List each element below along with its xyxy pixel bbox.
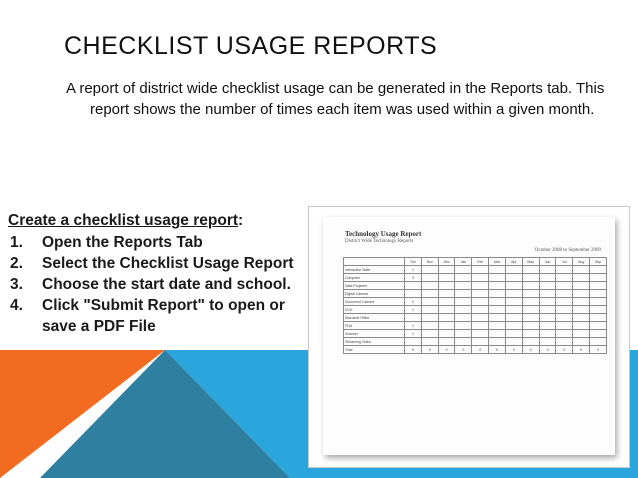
table-row <box>344 290 607 298</box>
report-cell <box>539 330 556 338</box>
report-cell <box>472 282 489 290</box>
report-cell <box>573 322 590 330</box>
report-cell <box>505 314 522 322</box>
report-cell <box>438 274 455 282</box>
report-cell <box>590 338 607 346</box>
report-cell <box>438 306 455 314</box>
steps-heading-colon: : <box>238 212 244 229</box>
report-cell <box>489 290 506 298</box>
table-row <box>344 298 607 306</box>
report-cell <box>489 306 506 314</box>
report-cell <box>573 314 590 322</box>
step-item <box>8 232 308 253</box>
report-cell <box>573 306 590 314</box>
report-cell <box>421 290 438 298</box>
report-cell <box>539 298 556 306</box>
report-row-label: Digital Camera <box>344 290 405 298</box>
report-cell <box>590 322 607 330</box>
report-cell <box>573 266 590 274</box>
report-cell: 1 <box>405 330 422 338</box>
report-cell <box>472 274 489 282</box>
report-row-label: Interactive Slate <box>344 266 405 274</box>
report-row-label: Document Camera <box>344 298 405 306</box>
report-cell <box>573 338 590 346</box>
report-cell <box>590 330 607 338</box>
report-cell <box>590 274 607 282</box>
report-cell <box>573 282 590 290</box>
report-cell <box>590 306 607 314</box>
report-cell <box>590 314 607 322</box>
report-row-label: Data Projector <box>344 282 405 290</box>
report-cell <box>556 274 573 282</box>
report-cell: 0 <box>438 346 455 354</box>
report-cell <box>505 322 522 330</box>
report-cell <box>522 298 539 306</box>
steps-heading-text: Create a checklist usage report <box>8 212 239 229</box>
report-row-label: PDA <box>344 322 405 330</box>
report-cell <box>489 282 506 290</box>
step-text: Choose the start date and school. <box>42 276 291 293</box>
report-cell <box>455 330 472 338</box>
report-row-label: DVD <box>344 306 405 314</box>
report-cell <box>438 330 455 338</box>
slide-title: CHECKLIST USAGE REPORTS <box>64 32 438 60</box>
step-item <box>8 253 308 274</box>
report-cell <box>539 338 556 346</box>
report-cell <box>556 330 573 338</box>
report-cell <box>489 298 506 306</box>
table-row <box>344 266 607 274</box>
report-cell <box>421 306 438 314</box>
report-date-range: October 2008 to September 2009 <box>534 248 601 253</box>
report-month-header: Nov <box>421 258 438 266</box>
report-cell: 2 <box>405 298 422 306</box>
report-cell <box>556 338 573 346</box>
table-row <box>344 306 607 314</box>
table-row <box>344 314 607 322</box>
report-cell <box>421 298 438 306</box>
report-cell <box>522 330 539 338</box>
table-row <box>344 282 607 290</box>
report-cell: 1 <box>405 266 422 274</box>
report-cell <box>590 290 607 298</box>
report-month-header: Oct <box>405 258 422 266</box>
report-cell: 0 <box>472 346 489 354</box>
report-month-header: May <box>522 258 539 266</box>
report-cell: 0 <box>489 346 506 354</box>
report-cell <box>421 266 438 274</box>
step-number: 2. <box>10 255 23 272</box>
report-cell <box>522 322 539 330</box>
report-cell <box>489 314 506 322</box>
report-month-header: Jun <box>539 258 556 266</box>
report-cell <box>522 314 539 322</box>
report-screenshot <box>308 206 630 468</box>
table-row <box>344 330 607 338</box>
report-cell <box>522 274 539 282</box>
report-title: Technology Usage Report <box>345 230 422 238</box>
report-cell <box>438 298 455 306</box>
report-cell <box>556 322 573 330</box>
report-cell <box>556 290 573 298</box>
step-text: Click "Submit Report" to open or save a PDF File <box>42 297 285 335</box>
report-cell: 1 <box>405 306 422 314</box>
report-cell <box>573 298 590 306</box>
report-cell <box>472 298 489 306</box>
report-cell: 3 <box>405 274 422 282</box>
report-cell <box>405 290 422 298</box>
report-cell: 0 <box>539 346 556 354</box>
step-text: Select the Checklist Usage Report <box>42 255 294 272</box>
step-item <box>8 295 308 337</box>
table-row <box>344 338 607 346</box>
report-subtitle: District Wide Technology Reports <box>345 239 414 244</box>
report-cell <box>522 266 539 274</box>
steps-list <box>8 232 308 337</box>
report-month-header: Jul <box>556 258 573 266</box>
steps-heading <box>8 210 308 232</box>
table-row <box>344 346 607 354</box>
report-cell <box>405 338 422 346</box>
report-month-header: Apr <box>505 258 522 266</box>
report-cell <box>472 290 489 298</box>
report-page <box>323 217 615 455</box>
report-cell <box>455 266 472 274</box>
report-cell <box>472 338 489 346</box>
report-cell <box>556 298 573 306</box>
step-number: 3. <box>10 276 23 293</box>
report-cell <box>539 282 556 290</box>
report-cell <box>573 274 590 282</box>
report-cell <box>438 282 455 290</box>
report-cell <box>590 282 607 290</box>
report-cell <box>573 290 590 298</box>
report-cell <box>421 322 438 330</box>
report-cell: 9 <box>405 346 422 354</box>
step-number: 4. <box>10 297 23 314</box>
report-body <box>344 266 607 354</box>
report-cell <box>522 282 539 290</box>
report-cell <box>489 330 506 338</box>
report-cell <box>539 266 556 274</box>
report-cell <box>421 274 438 282</box>
report-row-label: Streaming Video <box>344 338 405 346</box>
report-cell <box>438 322 455 330</box>
report-cell <box>438 314 455 322</box>
report-row-label: Computer <box>344 274 405 282</box>
report-cell <box>573 330 590 338</box>
report-row-label: Total <box>344 346 405 354</box>
report-cell <box>505 338 522 346</box>
report-table <box>343 257 607 354</box>
report-cell: 1 <box>405 322 422 330</box>
report-cell <box>472 306 489 314</box>
step-item <box>8 274 308 295</box>
report-cell <box>421 330 438 338</box>
report-row-label: Microsoft Office <box>344 314 405 322</box>
report-cell <box>556 314 573 322</box>
report-cell: 0 <box>505 346 522 354</box>
report-cell <box>556 306 573 314</box>
report-cell <box>489 274 506 282</box>
report-cell <box>505 306 522 314</box>
report-cell <box>522 338 539 346</box>
report-cell <box>505 298 522 306</box>
report-cell <box>590 266 607 274</box>
report-cell <box>489 266 506 274</box>
intro-paragraph: A report of district wide checklist usage can be generated in the Reports tab. This report shows the number of times each item was used within a given month. <box>66 80 605 118</box>
report-cell <box>539 322 556 330</box>
report-cell <box>455 282 472 290</box>
report-cell <box>455 338 472 346</box>
report-cell <box>505 274 522 282</box>
report-month-header: Dec <box>438 258 455 266</box>
report-cell <box>455 290 472 298</box>
report-cell: 0 <box>590 346 607 354</box>
step-text: Open the Reports Tab <box>42 234 203 251</box>
report-month-header: Aug <box>573 258 590 266</box>
report-cell: 0 <box>421 346 438 354</box>
report-cell: 0 <box>455 346 472 354</box>
report-cell <box>455 306 472 314</box>
report-cell <box>556 282 573 290</box>
report-cell <box>489 322 506 330</box>
report-cell <box>590 298 607 306</box>
report-cell <box>505 330 522 338</box>
report-cell <box>421 314 438 322</box>
report-cell <box>472 330 489 338</box>
table-row <box>344 322 607 330</box>
report-row-label: Scanner <box>344 330 405 338</box>
report-cell <box>421 338 438 346</box>
report-cell: 0 <box>556 346 573 354</box>
table-row <box>344 274 607 282</box>
report-cell <box>472 314 489 322</box>
report-cell <box>539 314 556 322</box>
report-cell <box>489 338 506 346</box>
report-cell: 0 <box>573 346 590 354</box>
report-cell <box>455 314 472 322</box>
report-month-header: Jan <box>455 258 472 266</box>
report-cell <box>539 290 556 298</box>
report-month-header: Sep <box>590 258 607 266</box>
report-header-row <box>344 258 607 266</box>
steps-section <box>8 210 308 337</box>
report-cell <box>556 266 573 274</box>
report-cell <box>522 290 539 298</box>
report-cell <box>539 274 556 282</box>
report-cell <box>438 266 455 274</box>
report-cell <box>522 306 539 314</box>
report-cell <box>455 274 472 282</box>
report-cell <box>505 282 522 290</box>
report-cell <box>438 338 455 346</box>
report-cell <box>455 298 472 306</box>
report-cell <box>405 282 422 290</box>
report-cell <box>455 322 472 330</box>
report-cell <box>421 282 438 290</box>
report-cell <box>438 290 455 298</box>
report-cell: 0 <box>522 346 539 354</box>
report-cell <box>505 290 522 298</box>
report-cell <box>472 266 489 274</box>
report-month-header: Mar <box>489 258 506 266</box>
report-cell <box>505 266 522 274</box>
report-header-blank <box>344 258 405 266</box>
report-cell <box>472 322 489 330</box>
report-cell <box>539 306 556 314</box>
report-month-header: Feb <box>472 258 489 266</box>
step-number: 1. <box>10 234 23 251</box>
report-cell <box>405 314 422 322</box>
